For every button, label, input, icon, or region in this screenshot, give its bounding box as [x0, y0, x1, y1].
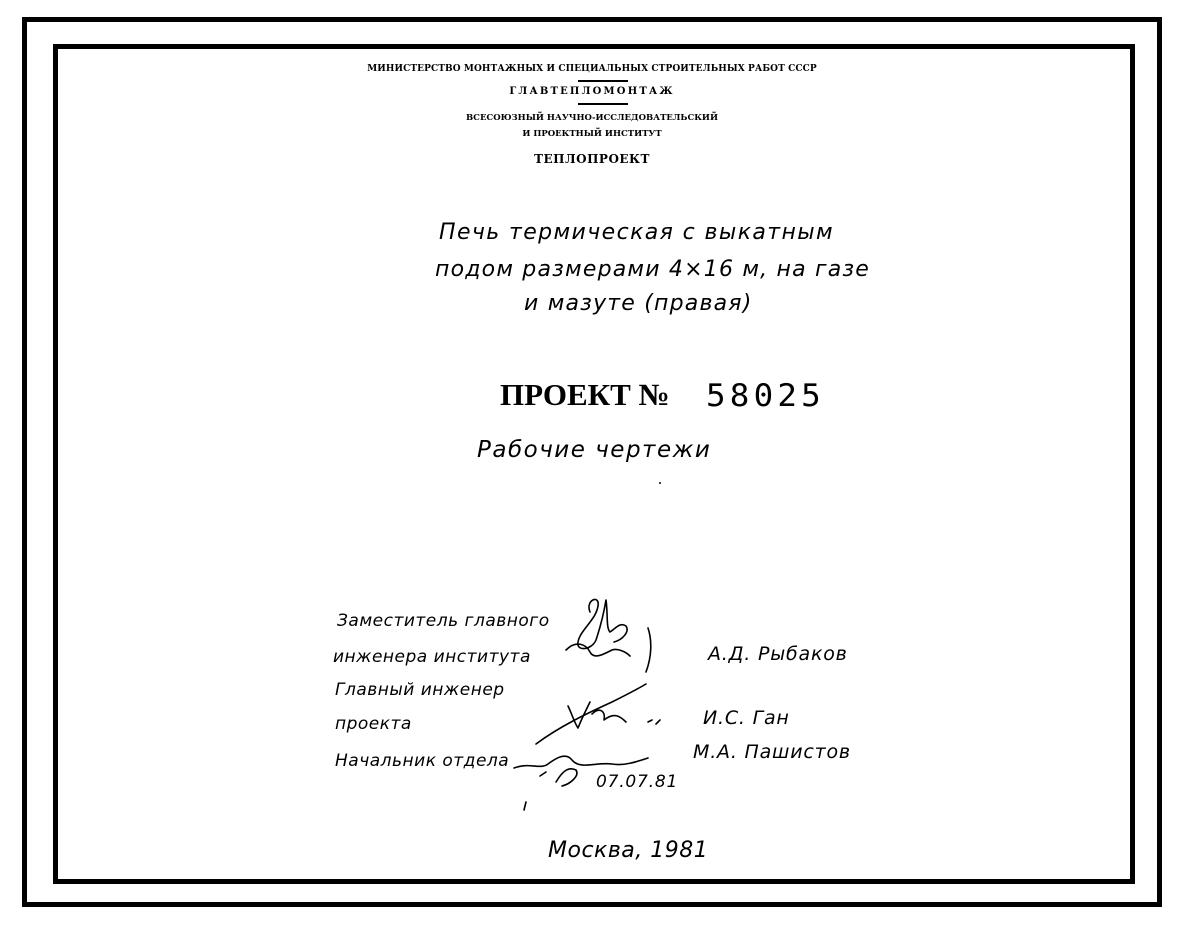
signatory-2-role-line-1: Главный инженер — [335, 680, 505, 700]
title-line-1: Печь термическая с выкатным — [439, 220, 835, 245]
signatory-1-role-line-2: инженера института — [333, 647, 531, 667]
signatory-3-role: Начальник отдела — [335, 751, 510, 771]
signature-1 — [578, 599, 627, 648]
document-subtitle: Рабочие чертежи — [477, 437, 712, 463]
ministry-line: МИНИСТЕРСТВО МОНТАЖНЫХ И СПЕЦИАЛЬНЫХ СТРОИТЕЛЬНЫХ РАБОТ СССР — [367, 64, 817, 74]
institute-line-1: ВСЕСОЮЗНЫЙ НАУЧНО-ИССЛЕДОВАТЕЛЬСКИЙ — [466, 113, 718, 123]
signatory-3-name: М.А. Пашистов — [693, 741, 851, 763]
institute-name: ТЕПЛОПРОЕКТ — [534, 152, 650, 166]
institute-line-2: И ПРОЕКТНЫЙ ИНСТИТУТ — [522, 129, 662, 139]
city-year: Москва, 1981 — [548, 838, 709, 863]
signature-2 — [536, 684, 646, 744]
signatory-1-name: А.Д. Рыбаков — [708, 643, 848, 665]
signature-date: 07.07.81 — [596, 772, 679, 792]
signatory-2-name: И.С. Ган — [703, 707, 790, 729]
project-label: ПРОЕКТ № — [500, 377, 670, 412]
main-department: ГЛАВТЕПЛОМОНТАЖ — [509, 86, 675, 97]
signature-3 — [514, 756, 648, 768]
signatory-1-role-line-1: Заместитель главного — [337, 611, 550, 631]
title-line-3: и мазуте (правая) — [524, 291, 753, 316]
project-number: 58025 — [706, 378, 825, 414]
title-line-2: подом размерами 4×16 м, на газе — [435, 257, 871, 282]
signatory-2-role-line-2: проекта — [335, 714, 412, 734]
